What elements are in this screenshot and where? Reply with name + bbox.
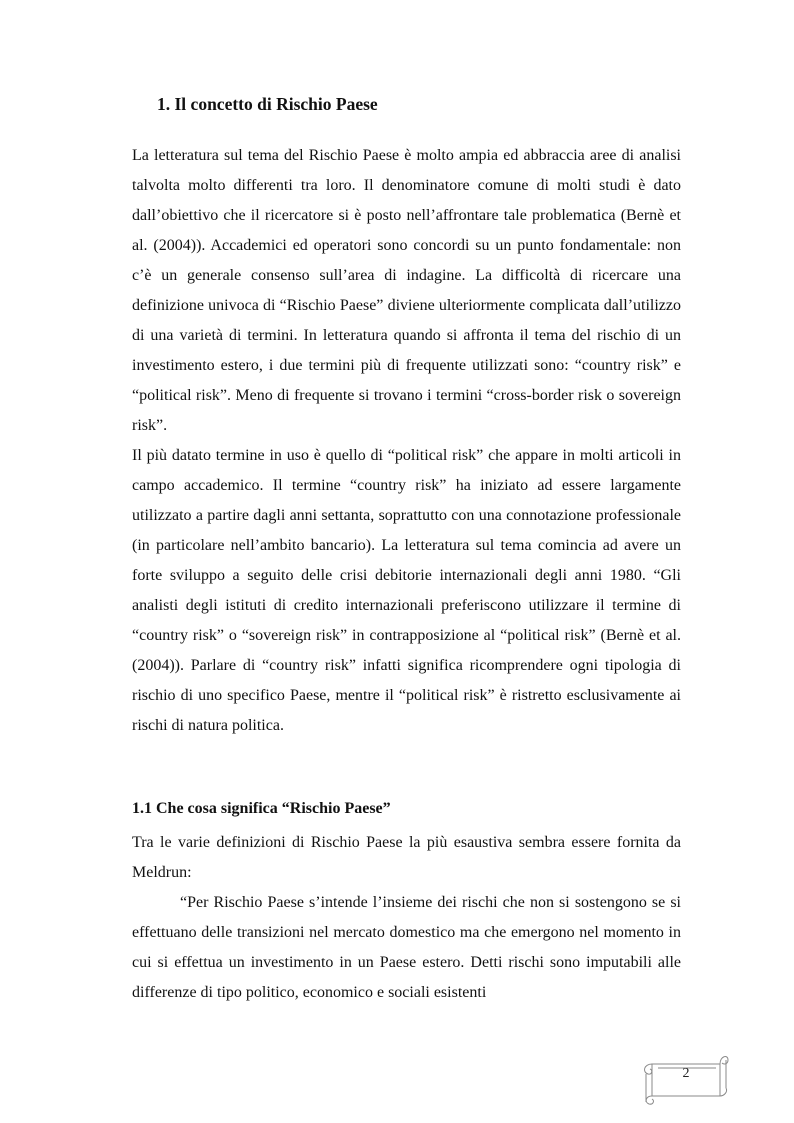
subsection-heading: 1.1 Che cosa significa “Rischio Paese”	[132, 800, 391, 817]
page-number: 2	[682, 1066, 690, 1081]
paragraph: La letteratura sul tema del Rischio Paese è molto ampia ed abbraccia aree di analisi talvolta molto differenti tra loro. Il denominatore comune di molti studi è dato dall’obiettivo che il ricercatore si è posto nell’affrontare tale problematica (Bernè et al. (2004)). Accademici ed operatori sono concordi su un punto fondamentale: non c’è un generale consenso sull’area di indagine. La difficoltà di ricercare una definizione univoca di “Rischio Paese” diviene ulteriormente complicata dall’utilizzo di una varietà di termini. In letteratura quando si affronta il tema del rischio di un investimento estero, i due termini più di frequente utilizzati sono: “country risk” e “political risk”. Meno di frequente si trovano i termini “cross-border risk o sovereign risk”.	[132, 147, 681, 434]
subsection-body	[132, 828, 681, 1008]
paragraph: Il più datato termine in uso è quello di “political risk” che appare in molti articoli in campo accademico. Il termine “country risk” ha iniziato ad essere largamente utilizzato a partire dagli anni settanta, soprattutto con una connotazione professionale (in particolare nell’ambito bancario). La letteratura sul tema comincia ad avere un forte sviluppo a seguito delle crisi debitorie internazionali degli anni 1980. “Gli analisti degli istituti di credito internazionali preferiscono utilizzare il termine di “country risk” o “sovereign risk” in contrapposizione al “political risk” (Bernè et al. (2004)). Parlare di “country risk” infatti significa ricomprendere ogni tipologia di rischio di uno specifico Paese, mentre il “political risk” è ristretto esclusivamente ai rischi di natura politica.	[132, 447, 681, 734]
quotation-paragraph: “Per Rischio Paese s’intende l’insieme dei rischi che non si sostengono se si effettuano delle transizioni nel mercato domestico ma che emergono nel momento in cui si effettua un investimento in un Paese estero. Detti rischi sono imputabili alle differenze di tipo politico, economico e sociali esistenti	[132, 894, 681, 1001]
section-body	[132, 141, 681, 741]
paragraph: Tra le varie definizioni di Rischio Paese la più esaustiva sembra essere fornita da Meldrun:	[132, 834, 681, 881]
section-heading: 1. Il concetto di Rischio Paese	[157, 94, 378, 114]
